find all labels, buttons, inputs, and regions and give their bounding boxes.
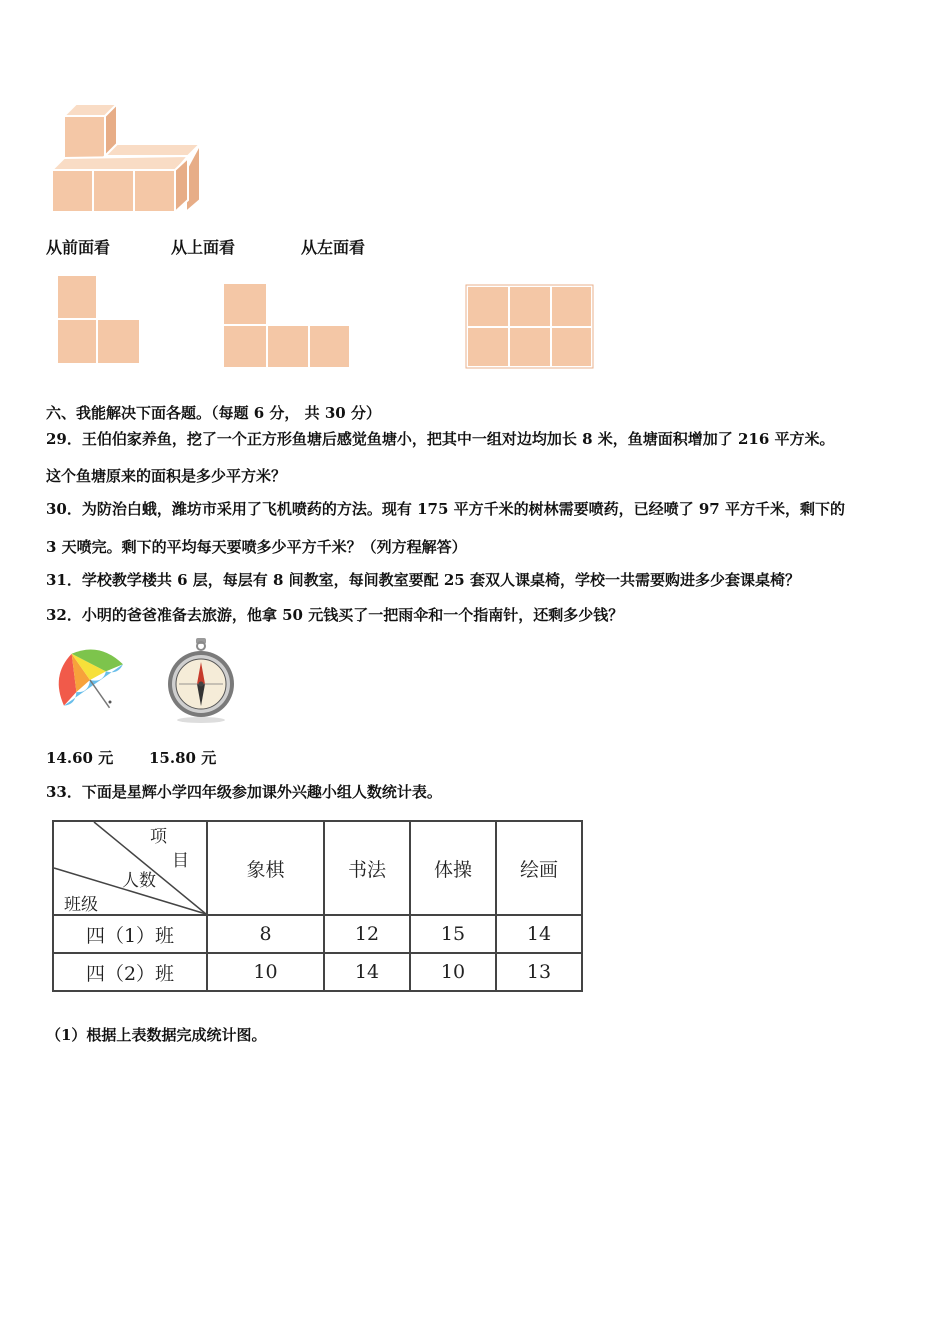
left-view-square-2	[509, 286, 551, 327]
table-cell: 10	[410, 953, 496, 991]
top-view-square-top	[223, 283, 267, 325]
cube-back-top	[105, 144, 200, 156]
compass-image	[166, 638, 236, 724]
q33-sub1: （1）根据上表数据完成统计图。	[46, 1026, 267, 1044]
cube-front-1	[52, 170, 93, 212]
table-row	[53, 915, 582, 953]
cube-front-2	[93, 170, 134, 212]
top-view-square-1	[223, 325, 267, 368]
q30-line1: 30．为防治白蛾，潍坊市采用了飞机喷药的方法。现有 175 平方千米的树林需要喷药，已经喷了 97 平方千米，剩下的	[46, 500, 845, 518]
table-cell: 8	[207, 915, 324, 953]
left-view-square-1	[467, 286, 509, 327]
top-view-square-3	[309, 325, 350, 368]
top-view-square-2	[267, 325, 309, 368]
corner-label-mu: 目	[172, 851, 189, 871]
compass-price: 15.80 元	[149, 749, 217, 767]
left-view-square-5	[509, 327, 551, 367]
table-cell: 10	[207, 953, 324, 991]
table-cell: 14	[496, 915, 582, 953]
q30-line2: 3 天喷完。剩下的平均每天要喷多少平方千米？（列方程解答）	[46, 538, 467, 556]
front-view-square-bl	[57, 319, 97, 364]
cube-front-3	[134, 170, 175, 212]
umbrella-price: 14.60 元	[46, 749, 114, 767]
corner-label-renshu: 人数	[122, 871, 156, 891]
umbrella-shaft	[90, 680, 110, 708]
column-header: 体操	[410, 821, 496, 915]
umbrella-image	[50, 640, 130, 720]
top-view-label: 从上面看	[171, 238, 236, 257]
left-view-square-6	[551, 327, 592, 367]
q32-text: 32．小明的爸爸准备去旅游，他拿 50 元钱买了一把雨伞和一个指南针，还剩多少钱？	[46, 606, 624, 624]
table-cell: 15	[410, 915, 496, 953]
left-view-square-4	[467, 327, 509, 367]
q33-text: 33．下面是星辉小学四年级参加课外兴趣小组人数统计表。	[46, 783, 442, 801]
table-cell: 12	[324, 915, 410, 953]
left-view-label: 从左面看	[301, 238, 366, 257]
column-header: 象棋	[207, 821, 324, 915]
cube-top-front	[64, 116, 105, 158]
top-view-figure	[222, 282, 352, 370]
cube-row-top	[52, 156, 188, 170]
table-cell: 13	[496, 953, 582, 991]
section-six-heading: 六、我能解决下面各题。（每题 6 分， 共 30 分）	[46, 404, 381, 422]
corner-label-banji: 班级	[64, 895, 98, 915]
table-corner-cell	[53, 821, 207, 915]
q29-line1: 29．王伯伯家养鱼，挖了一个正方形鱼塘后感觉鱼塘小，把其中一组对边均加长 8 米，鱼塘面积增加了 216 平方米。	[46, 430, 835, 448]
row-class-label: 四（2）班	[53, 953, 207, 991]
front-view-label: 从前面看	[46, 238, 111, 257]
q31-text: 31．学校教学楼共 6 层，每层有 8 间教室，每间教室要配 25 套双人课桌椅，学校一共需要购进多少套课桌椅？	[46, 571, 800, 589]
cube-stack-figure	[50, 104, 210, 216]
column-header: 绘画	[496, 821, 582, 915]
q29-line2: 这个鱼塘原来的面积是多少平方米？	[46, 467, 287, 485]
table-cell: 14	[324, 953, 410, 991]
interest-group-table	[52, 820, 583, 992]
table-header-row	[53, 821, 582, 915]
column-header: 书法	[324, 821, 410, 915]
table-row	[53, 953, 582, 991]
left-view-figure	[466, 285, 594, 369]
front-view-figure	[56, 274, 142, 366]
front-view-square-top	[57, 275, 97, 319]
corner-label-xiang: 项	[150, 827, 167, 847]
left-view-square-3	[551, 286, 592, 327]
row-class-label: 四（1）班	[53, 915, 207, 953]
front-view-square-br	[97, 319, 140, 364]
